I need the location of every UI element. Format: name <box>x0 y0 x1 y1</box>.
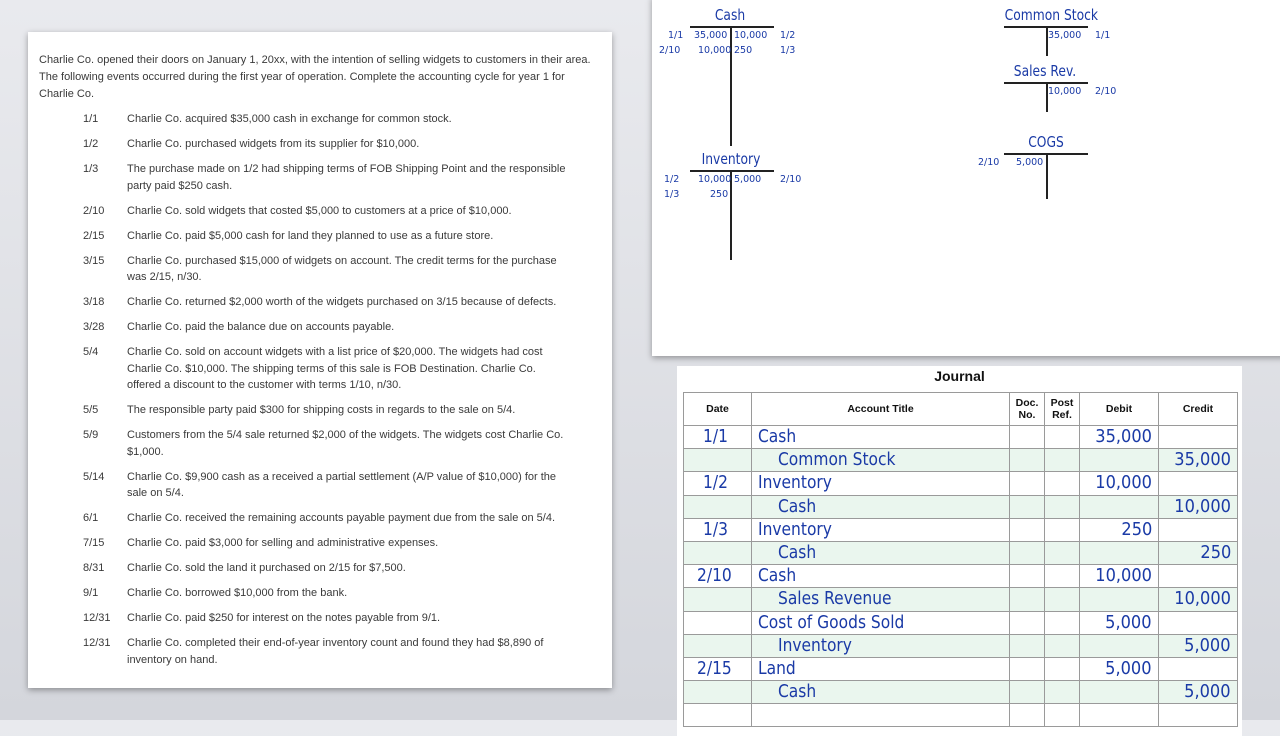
journal-account-cell <box>752 449 1010 472</box>
journal-date-cell <box>684 495 752 518</box>
event-date: 5/14 <box>83 470 105 483</box>
event-description: Charlie Co. paid the balance due on accounts payable. <box>127 321 395 333</box>
credit-date: 1/2 <box>780 30 796 41</box>
event-date: 5/4 <box>83 346 99 358</box>
journal-date-cell-text: 2/15 <box>697 657 733 679</box>
event-date: 5/9 <box>83 429 99 441</box>
journal-account-cell <box>752 565 1010 588</box>
debit-date: 2/10 <box>659 45 681 56</box>
col-header-date: Date <box>684 393 752 426</box>
journal-date-cell <box>684 565 752 588</box>
journal-debit-cell <box>1080 657 1159 680</box>
journal-credit-cell <box>1159 541 1238 564</box>
journal-account-cell-text: Cost of Goods Sold <box>758 611 905 633</box>
debit-amount: 10,000 <box>698 45 732 56</box>
journal-post-cell <box>1045 518 1080 541</box>
debit-amount: 35,000 <box>694 30 728 41</box>
event-item <box>39 402 602 419</box>
event-description: Charlie Co. sold widgets that costed $5,000 to customers at a price of $10,000. <box>127 204 512 217</box>
event-description: The purchase made on 1/2 had shipping terms of FOB Shipping Point and the responsible party paid $250 cash. <box>127 163 566 192</box>
col-header-debit: Debit <box>1080 393 1159 426</box>
t-accounts-sheet <box>652 0 1280 356</box>
journal-credit-cell <box>1159 681 1238 704</box>
credit-date: 1/3 <box>780 45 796 56</box>
event-description: Charlie Co. acquired $35,000 cash in exchange for common stock. <box>127 113 452 125</box>
event-item <box>39 427 602 460</box>
journal-credit-cell <box>1159 518 1238 541</box>
event-description: Charlie Co. completed their end-of-year inventory count and found they had $8,890 of inventory on hand. <box>127 637 544 666</box>
event-date: 2/10 <box>83 204 105 217</box>
event-item <box>39 344 602 394</box>
journal-debit-cell-text: 10,000 <box>1095 565 1152 587</box>
journal-date-cell <box>684 518 752 541</box>
journal-account-cell-text: Inventory <box>778 634 852 656</box>
journal-account-cell <box>752 634 1010 657</box>
journal-credit-cell-text: 10,000 <box>1174 495 1231 517</box>
journal-row <box>684 449 1238 472</box>
journal-account-cell <box>752 472 1010 495</box>
journal-row <box>684 495 1238 518</box>
event-date: 3/18 <box>83 296 105 308</box>
journal-debit-cell <box>1080 541 1159 564</box>
journal-account-cell <box>752 588 1010 611</box>
journal-account-cell-text: Cash <box>758 565 797 587</box>
t-account-top-line <box>690 170 774 172</box>
journal-doc-cell <box>1010 426 1045 449</box>
journal-account-cell <box>752 611 1010 634</box>
t-account-top-line <box>690 26 774 28</box>
event-date: 8/31 <box>83 562 105 574</box>
journal-doc-cell <box>1010 472 1045 495</box>
col-header-doc-no: Doc. No. <box>1010 393 1045 426</box>
journal-credit-cell <box>1159 426 1238 449</box>
event-date: 7/15 <box>83 537 105 549</box>
journal-post-cell <box>1045 611 1080 634</box>
journal-account-cell-text: Cash <box>778 542 817 564</box>
journal-account-cell-text: Land <box>758 657 796 679</box>
journal-date-cell <box>684 472 752 495</box>
journal-date-cell <box>684 657 752 680</box>
t-account-title: COGS <box>1028 133 1064 151</box>
journal-doc-cell <box>1010 541 1045 564</box>
event-description: Charlie Co. received the remaining accounts payable payment due from the sale on 5/4. <box>127 512 556 524</box>
event-item <box>39 294 602 311</box>
journal-debit-cell-text: 5,000 <box>1105 657 1152 679</box>
event-description: Charlie Co. $9,900 cash as a received a partial settlement (A/P value of $10,000) for the sale on 5/4. <box>127 470 557 499</box>
journal-debit-cell <box>1080 634 1159 657</box>
col-header-post-ref: Post Ref. <box>1045 393 1080 426</box>
event-item <box>39 585 602 602</box>
journal-row <box>684 541 1238 564</box>
journal-account-cell <box>752 657 1010 680</box>
journal-date-cell-text: 1/3 <box>703 518 728 540</box>
journal-row <box>684 518 1238 541</box>
journal-post-cell <box>1045 541 1080 564</box>
journal-account-cell-text: Cash <box>778 681 817 703</box>
journal-credit-cell-text: 250 <box>1200 542 1231 564</box>
event-item <box>39 111 602 128</box>
event-description: Charlie Co. paid $5,000 cash for land they planned to use as a future store. <box>127 229 494 242</box>
credit-amount: 10,000 <box>1048 86 1082 97</box>
event-description: Charlie Co. sold the land it purchased on 2/15 for $7,500. <box>127 562 406 574</box>
col-header-credit: Credit <box>1159 393 1238 426</box>
journal-row <box>684 611 1238 634</box>
event-item <box>39 610 602 627</box>
event-item <box>39 203 602 220</box>
credit-amount: 5,000 <box>734 174 762 185</box>
event-date: 1/3 <box>83 163 99 175</box>
problem-sheet <box>28 32 612 688</box>
event-description: Charlie Co. purchased $15,000 of widgets on account. The credit terms for the purchase was 2/15, n/30. <box>127 254 557 283</box>
event-date: 6/1 <box>83 512 99 524</box>
journal-post-cell <box>1045 681 1080 704</box>
event-item <box>39 319 602 336</box>
problem-intro: Charlie Co. opened their doors on January 1, 20xx, with the intention of selling widgets to customers in their area. The following events occurred during the first year of operation. Complete the accounting cycle for year 1 for Charlie Co. <box>39 54 591 100</box>
journal-account-cell-text: Cash <box>778 495 817 517</box>
journal-doc-cell <box>1010 518 1045 541</box>
t-account-divider <box>730 26 732 146</box>
debit-date: 1/1 <box>668 30 684 41</box>
journal-post-cell <box>1045 449 1080 472</box>
journal-date-cell <box>684 634 752 657</box>
event-date: 9/1 <box>83 587 99 599</box>
journal-credit-cell <box>1159 704 1238 727</box>
journal-credit-cell <box>1159 449 1238 472</box>
journal-post-cell <box>1045 588 1080 611</box>
credit-date: 2/10 <box>1095 86 1117 97</box>
event-item <box>39 228 602 245</box>
journal-credit-cell-text: 10,000 <box>1174 588 1231 610</box>
journal-debit-cell-text: 35,000 <box>1095 426 1152 448</box>
journal-debit-cell-text: 10,000 <box>1095 472 1152 494</box>
event-item <box>39 253 602 286</box>
journal-debit-cell-text: 250 <box>1121 518 1152 540</box>
journal-debit-cell <box>1080 495 1159 518</box>
event-date: 5/5 <box>83 404 99 416</box>
debit-date: 1/3 <box>664 189 680 200</box>
journal-post-cell <box>1045 634 1080 657</box>
journal-credit-cell <box>1159 657 1238 680</box>
t-account-title: Sales Rev. <box>1013 62 1077 80</box>
journal-sheet <box>677 366 1242 736</box>
event-date: 12/31 <box>83 637 111 649</box>
journal-row <box>684 634 1238 657</box>
journal-doc-cell <box>1010 634 1045 657</box>
journal-row <box>684 426 1238 449</box>
debit-date: 2/10 <box>978 157 1000 168</box>
journal-credit-cell-text: 5,000 <box>1184 681 1231 703</box>
debit-amount: 250 <box>710 189 729 200</box>
debit-date: 1/2 <box>664 174 680 185</box>
event-date: 3/15 <box>83 254 105 267</box>
journal-doc-cell <box>1010 611 1045 634</box>
journal-table <box>683 392 1238 727</box>
journal-credit-cell <box>1159 611 1238 634</box>
journal-account-cell <box>752 518 1010 541</box>
event-item <box>39 510 602 527</box>
journal-account-cell-text: Cash <box>758 426 797 448</box>
journal-account-cell-text: Sales Revenue <box>778 588 892 610</box>
event-date: 1/1 <box>83 113 99 125</box>
credit-date: 1/1 <box>1095 30 1111 41</box>
journal-header-row <box>684 393 1238 426</box>
journal-doc-cell <box>1010 495 1045 518</box>
event-description: Charlie Co. borrowed $10,000 from the bank. <box>127 587 348 599</box>
event-description: Charlie Co. purchased widgets from its supplier for $10,000. <box>127 138 420 150</box>
journal-credit-cell <box>1159 565 1238 588</box>
journal-credit-cell <box>1159 472 1238 495</box>
event-date: 2/15 <box>83 229 105 242</box>
debit-amount: 10,000 <box>698 174 732 185</box>
journal-credit-cell <box>1159 495 1238 518</box>
journal-row <box>684 588 1238 611</box>
event-item <box>39 635 602 668</box>
journal-row <box>684 472 1238 495</box>
journal-post-cell <box>1045 495 1080 518</box>
t-account-title: Cash <box>714 6 746 24</box>
journal-account-cell-text: Inventory <box>758 472 832 494</box>
journal-debit-cell-text: 5,000 <box>1105 611 1152 633</box>
journal-account-cell <box>752 426 1010 449</box>
journal-doc-cell <box>1010 657 1045 680</box>
journal-date-cell-text: 1/1 <box>703 426 728 448</box>
journal-date-cell <box>684 611 752 634</box>
journal-date-cell <box>684 681 752 704</box>
t-account-divider <box>1046 153 1048 199</box>
journal-debit-cell <box>1080 704 1159 727</box>
t-account-title: Common Stock <box>1004 6 1098 24</box>
journal-date-cell <box>684 588 752 611</box>
journal-debit-cell <box>1080 449 1159 472</box>
journal-debit-cell <box>1080 472 1159 495</box>
journal-post-cell <box>1045 565 1080 588</box>
journal-account-cell <box>752 495 1010 518</box>
journal-debit-cell <box>1080 565 1159 588</box>
journal-title: Journal <box>934 368 985 384</box>
journal-account-cell-text: Common Stock <box>778 449 896 471</box>
event-item <box>39 136 602 153</box>
journal-post-cell <box>1045 426 1080 449</box>
journal-post-cell <box>1045 472 1080 495</box>
journal-row <box>684 657 1238 680</box>
journal-account-cell-text: Inventory <box>758 518 832 540</box>
event-item <box>39 560 602 577</box>
journal-doc-cell <box>1010 681 1045 704</box>
journal-account-cell <box>752 704 1010 727</box>
journal-account-cell <box>752 681 1010 704</box>
journal-doc-cell <box>1010 565 1045 588</box>
event-description: Charlie Co. paid $250 for interest on the notes payable from 9/1. <box>127 612 441 624</box>
journal-post-cell <box>1045 704 1080 727</box>
event-item <box>39 161 602 194</box>
journal-date-cell <box>684 541 752 564</box>
journal-debit-cell <box>1080 426 1159 449</box>
journal-account-cell <box>752 541 1010 564</box>
journal-row <box>684 681 1238 704</box>
event-description: The responsible party paid $300 for shipping costs in regards to the sale on 5/4. <box>127 404 516 416</box>
journal-doc-cell <box>1010 704 1045 727</box>
event-list <box>39 111 602 668</box>
event-date: 12/31 <box>83 612 111 624</box>
journal-date-cell <box>684 704 752 727</box>
journal-row <box>684 704 1238 727</box>
debit-amount: 5,000 <box>1016 157 1044 168</box>
journal-credit-cell <box>1159 634 1238 657</box>
journal-credit-cell-text: 5,000 <box>1184 634 1231 656</box>
journal-post-cell <box>1045 657 1080 680</box>
credit-amount: 10,000 <box>734 30 768 41</box>
journal-credit-cell <box>1159 588 1238 611</box>
event-description: Charlie Co. returned $2,000 worth of the widgets purchased on 3/15 because of defects. <box>127 296 557 308</box>
journal-date-cell-text: 1/2 <box>703 472 728 494</box>
journal-doc-cell <box>1010 449 1045 472</box>
journal-credit-cell-text: 35,000 <box>1174 449 1231 471</box>
event-description: Charlie Co. sold on account widgets with a list price of $20,000. The widgets had cost Charlie Co. $10,000. The shipping terms of this sale is FOB Destination. Charlie Co. offered a discount to the customer with terms 1/10, n/30. <box>127 346 543 391</box>
event-date: 1/2 <box>83 138 99 150</box>
credit-amount: 250 <box>734 45 753 56</box>
journal-doc-cell <box>1010 588 1045 611</box>
t-account-title: Inventory <box>701 150 761 168</box>
col-header-account-title: Account Title <box>752 393 1010 426</box>
event-description: Customers from the 5/4 sale returned $2,000 of the widgets. The widgets cost Charlie Co. $1,000. <box>127 429 564 458</box>
journal-row <box>684 565 1238 588</box>
event-description: Charlie Co. paid $3,000 for selling and administrative expenses. <box>127 537 439 549</box>
event-item <box>39 535 602 552</box>
credit-date: 2/10 <box>780 174 802 185</box>
journal-debit-cell <box>1080 681 1159 704</box>
journal-date-cell <box>684 426 752 449</box>
event-item <box>39 469 602 502</box>
journal-debit-cell <box>1080 588 1159 611</box>
journal-date-cell-text: 2/10 <box>697 565 733 587</box>
journal-debit-cell <box>1080 611 1159 634</box>
event-date: 3/28 <box>83 321 105 333</box>
credit-amount: 35,000 <box>1048 30 1082 41</box>
journal-debit-cell <box>1080 518 1159 541</box>
journal-date-cell <box>684 449 752 472</box>
